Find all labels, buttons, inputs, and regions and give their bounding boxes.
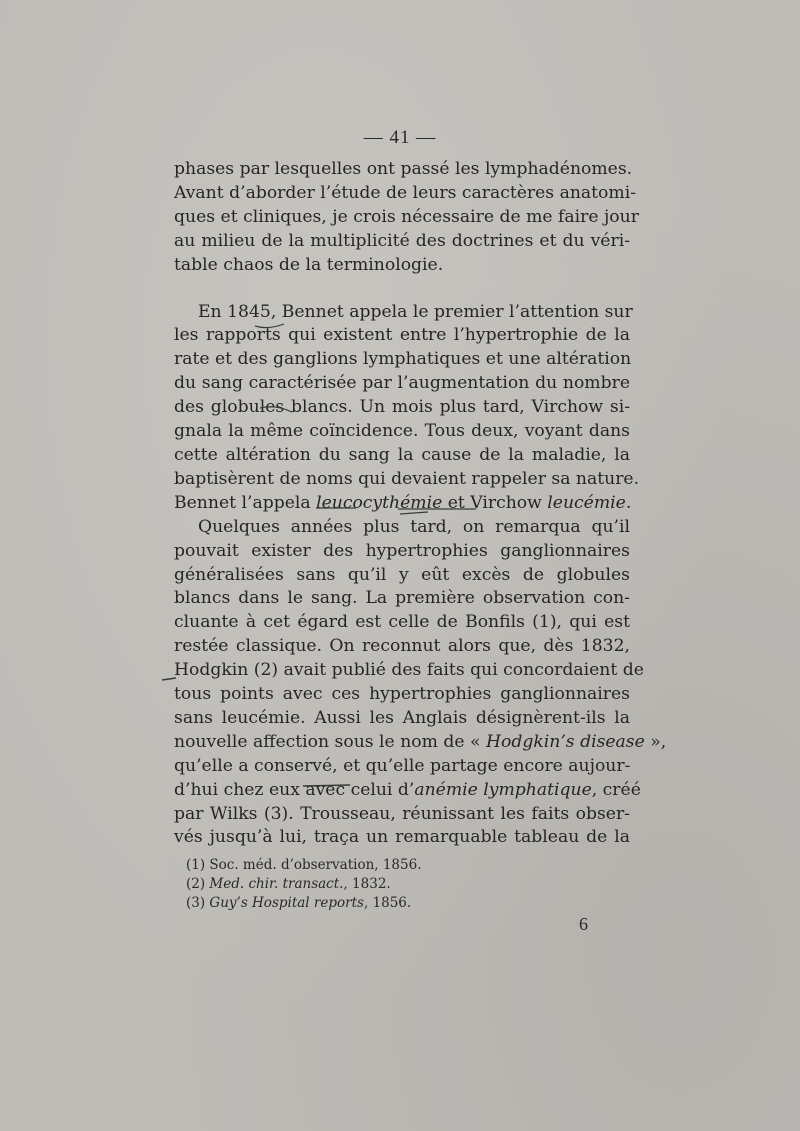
term-leucemie: leucémie [547, 492, 626, 513]
text-line: sans leucémie. Aussi les Anglais désignèrent-ils la [174, 707, 630, 728]
text-line: qu’elle a conservé, et qu’elle partage encore aujour- [174, 755, 631, 776]
text-line: restée classique. On reconnut alors que, dès 1832, [174, 636, 630, 657]
text-line: En 1845, Bennet appela le premier l’attention sur [198, 301, 633, 322]
text-fragment: Bennet l’appela [174, 492, 317, 513]
text-fragment: . [625, 492, 632, 513]
text-line: Avant d’aborder l’étude de leurs caractères anatomi- [174, 182, 636, 203]
text-fragment: nouvelle affection sous le nom de « [174, 731, 486, 752]
footnote-title: Med. chir. transact. [209, 876, 344, 892]
text-line: blancs dans le sang. La première observation con- [174, 588, 630, 609]
text-line: les rapports qui existent entre l’hypertrophie de la [174, 325, 630, 346]
text-line: pouvait exister des hypertrophies ganglionnaires [174, 540, 630, 561]
footnote-year: , 1856. [363, 895, 412, 911]
footnote-marker: (2) [186, 876, 210, 892]
term-leucocythemie: leucocythémie [316, 492, 443, 513]
paragraph-1 [174, 158, 639, 278]
text-fragment: , créé [591, 779, 641, 800]
text-line: table chaos de la terminologie. [174, 254, 444, 275]
text-line: généralisées sans qu’il y eût excès de globules [174, 564, 630, 585]
signature-mark: 6 [579, 914, 588, 934]
text-line: baptisèrent de noms qui devaient rappeler sa nature. [174, 468, 640, 489]
text-line: des globules blancs. Un mois plus tard, Virchow si- [174, 397, 630, 418]
text-line [174, 492, 630, 516]
paragraph-2 [174, 301, 640, 516]
footnote-3 [186, 894, 422, 913]
text-fragment: et Virchow [442, 492, 548, 513]
text-line: Hodgkin (2) avait publié des faits qui concordaient de [174, 660, 644, 681]
text-fragment: », [644, 731, 667, 752]
page-number: — 41 — [363, 127, 437, 148]
term-hodgkins-disease: Hodgkin’s disease [486, 731, 645, 752]
footnote-year: , 1832. [343, 876, 391, 892]
footnotes [186, 856, 422, 913]
term-anemie-lymphatique: anémie lymphatique [414, 779, 592, 800]
paragraph-3 [174, 516, 667, 851]
text-line: tous points avec ces hypertrophies ganglionnaires [174, 684, 630, 705]
text-line: cluante à cet égard est celle de Bonfils (1), qui est [174, 612, 630, 633]
footnote-1: (1) Soc. méd. d’observation, 1856. [186, 857, 422, 873]
text-line: rate et des ganglions lymphatiques et une altération [174, 349, 632, 370]
text-line: du sang caractérisée par l’augmentation du nombre [174, 373, 630, 394]
body-text [174, 158, 667, 850]
text-line: par Wilks (3). Trousseau, réunissant les faits obser- [174, 803, 630, 824]
footnote-marker: (3) [186, 895, 210, 911]
footnote-title: Guy’s Hospital reports [209, 895, 364, 911]
footnote-2 [186, 875, 422, 894]
text-line [174, 779, 641, 803]
text-line: vés jusqu’à lui, traça un remarquable tableau de la [174, 827, 630, 848]
text-line: ques et cliniques, je crois nécessaire de me faire jour [174, 206, 639, 227]
text-line: cette altération du sang la cause de la maladie, la [174, 444, 630, 465]
text-fragment: d’hui chez eux avec celui d’ [174, 779, 415, 800]
text-line: phases par lesquelles ont passé les lymphadénomes. [174, 159, 633, 179]
text-line [174, 731, 667, 755]
text-line: au milieu de la multiplicité des doctrines et du véri- [174, 230, 630, 251]
text-line: gnala la même coïncidence. Tous deux, voyant dans [174, 421, 630, 442]
text-line: Quelques années plus tard, on remarqua qu’il [198, 516, 630, 537]
